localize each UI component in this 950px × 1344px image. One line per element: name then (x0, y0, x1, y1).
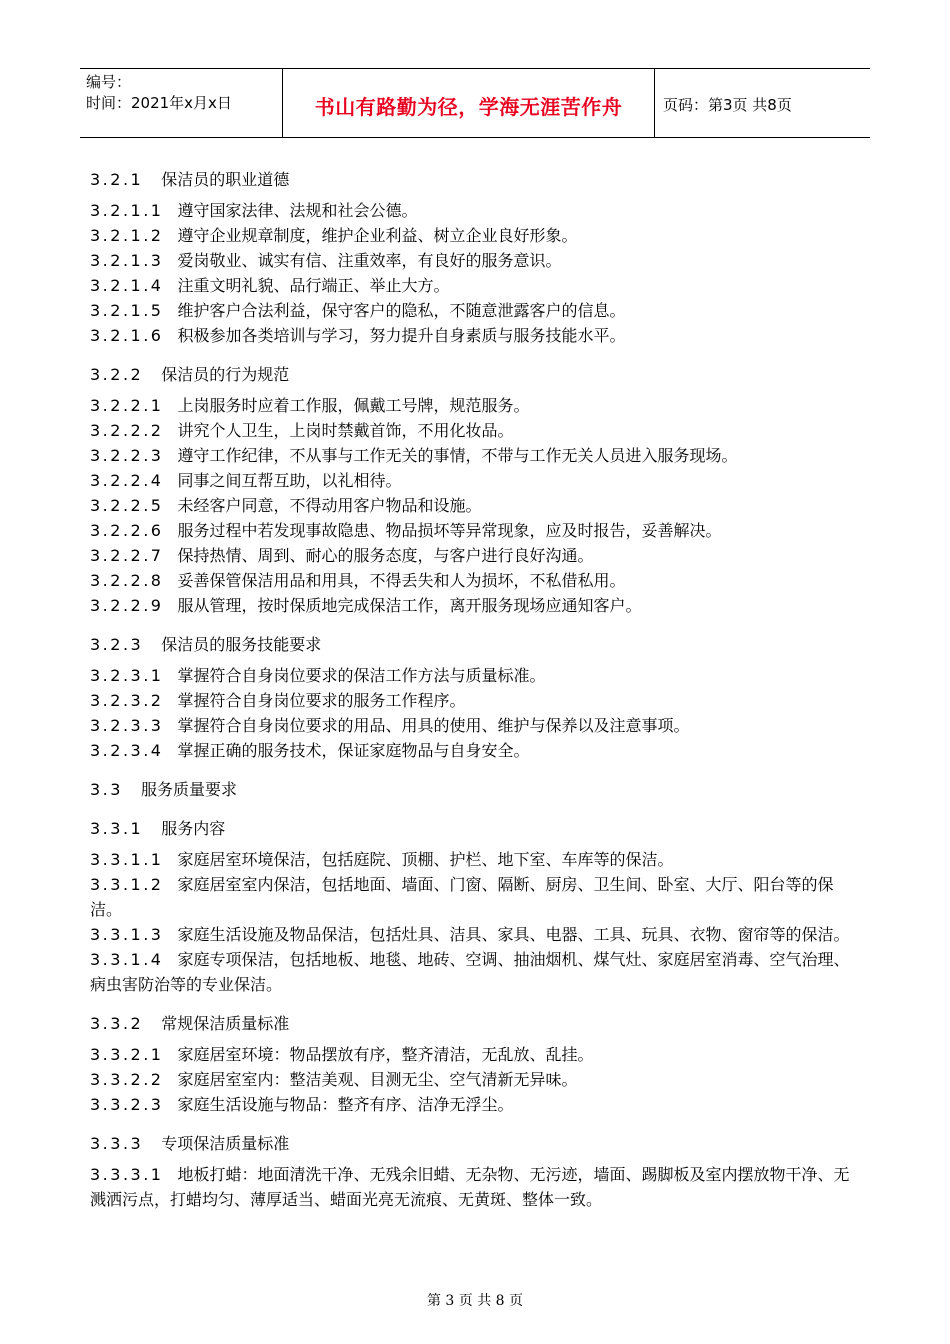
clause-text: 遵守工作纪律，不从事与工作无关的事情，不带与工作无关人员进入服务现场。 (177, 446, 738, 465)
clause-item (90, 568, 865, 593)
clause-text: 掌握正确的服务技术，保证家庭物品与自身安全。 (177, 741, 530, 760)
clause-number: 3.3.1.3 (90, 925, 164, 944)
clause-number: 3.2.3 (90, 635, 144, 654)
clause-text: 掌握符合自身岗位要求的保洁工作方法与质量标准。 (177, 666, 546, 685)
clause-text: 积极参加各类培训与学习，努力提升自身素质与服务技能水平。 (177, 326, 626, 345)
clause-number: 3.3 (90, 780, 123, 799)
clause-number: 3.2.2.4 (90, 471, 164, 490)
clause-text: 家庭生活设施及物品保洁，包括灶具、洁具、家具、电器、工具、玩具、衣物、窗帘等的保洁。 (177, 925, 850, 944)
clause-number: 3.2.1.6 (90, 326, 164, 345)
clause-number: 3.3.1.2 (90, 875, 164, 894)
clause-text: 维护客户合法利益，保守客户的隐私，不随意泄露客户的信息。 (177, 301, 626, 320)
clause-text: 注重文明礼貌、品行端正、举止大方。 (177, 276, 450, 295)
clause-item (90, 1067, 865, 1092)
clause-text: 上岗服务时应着工作服，佩戴工号牌，规范服务。 (177, 396, 530, 415)
clause-item (90, 468, 865, 493)
clause-item (90, 393, 865, 418)
section-heading (90, 167, 865, 192)
clause-item (90, 847, 865, 872)
section-heading (90, 1011, 865, 1036)
clause-item (90, 198, 865, 223)
clause-text: 妥善保管保洁用品和用具，不得丢失和人为损坏，不私借私用。 (177, 571, 626, 590)
clause-item (90, 248, 865, 273)
clause-text: 家庭居室室内：整洁美观、目测无尘、空气清新无异味。 (177, 1070, 578, 1089)
clause-number: 3.2.1.1 (90, 201, 164, 220)
clause-text: 服从管理，按时保质地完成保洁工作，离开服务现场应通知客户。 (177, 596, 642, 615)
header-motto: 书山有路勤为径，学海无涯苦作舟 (283, 69, 655, 137)
clause-number: 3.2.2.5 (90, 496, 164, 515)
page-footer: 第 3 页 共 8 页 (426, 1293, 524, 1309)
clause-number: 3.2.2.1 (90, 396, 164, 415)
clause-number: 3.3.2 (90, 1014, 144, 1033)
clause-number: 3.3.1.1 (90, 850, 164, 869)
clause-number: 3.3.2.3 (90, 1095, 164, 1114)
clause-item (90, 593, 865, 618)
clause-number: 3.2.2.6 (90, 521, 164, 540)
clause-text: 保洁员的服务技能要求 (161, 635, 322, 654)
clause-item (90, 688, 865, 713)
clause-text: 专项保洁质量标准 (161, 1134, 290, 1153)
clause-item (90, 493, 865, 518)
header-page-label: 页码：第3页 共8页 (663, 95, 792, 114)
clause-number: 3.2.1 (90, 170, 144, 189)
clause-text: 保洁员的行为规范 (161, 365, 290, 384)
clause-number: 3.3.1 (90, 819, 144, 838)
clause-number: 3.3.2.2 (90, 1070, 164, 1089)
clause-number: 3.2.3.3 (90, 716, 164, 735)
clause-text: 家庭居室环境：物品摆放有序，整齐清洁，无乱放、乱挂。 (177, 1045, 594, 1064)
header-meta (80, 69, 283, 137)
clause-number: 3.2.1.3 (90, 251, 164, 270)
clause-number: 3.2.1.4 (90, 276, 164, 295)
clause-text: 家庭生活设施与物品：整齐有序、洁净无浮尘。 (177, 1095, 514, 1114)
clause-text: 家庭专项保洁，包括地板、地毯、地砖、空调、抽油烟机、煤气灶、家庭居室消毒、空气治理、病虫害防治等的专业保洁。 (90, 950, 850, 994)
clause-text: 遵守企业规章制度，维护企业利益、树立企业良好形象。 (177, 226, 578, 245)
clause-item (90, 922, 865, 947)
clause-item (90, 223, 865, 248)
clause-number: 3.2.2.9 (90, 596, 164, 615)
clause-text: 地板打蜡：地面清洗干净、无残余旧蜡、无杂物、无污迹，墙面、踢脚板及室内摆放物干净、无溅洒污点，打蜡均匀、薄厚适当、蜡面光亮无流痕、无黄斑、整体一致。 (90, 1165, 850, 1209)
clause-number: 3.2.3.1 (90, 666, 164, 685)
clause-item (90, 1162, 865, 1212)
clause-number: 3.3.2.1 (90, 1045, 164, 1064)
clause-text: 服务质量要求 (140, 780, 237, 799)
clause-item (90, 323, 865, 348)
clause-number: 3.3.1.4 (90, 950, 164, 969)
clause-number: 3.2.2.8 (90, 571, 164, 590)
clause-text: 未经客户同意，不得动用客户物品和设施。 (177, 496, 482, 515)
clause-item (90, 947, 865, 997)
clause-text: 家庭居室环境保洁，包括庭院、顶棚、护栏、地下室、车库等的保洁。 (177, 850, 674, 869)
clause-item (90, 443, 865, 468)
document-body (90, 160, 865, 1212)
clause-number: 3.2.2.7 (90, 546, 164, 565)
section-heading (90, 362, 865, 387)
clause-text: 爱岗敬业、诚实有信、注重效率，有良好的服务意识。 (177, 251, 562, 270)
clause-item (90, 713, 865, 738)
clause-number: 3.3.3 (90, 1134, 144, 1153)
clause-text: 家庭居室室内保洁，包括地面、墙面、门窗、隔断、厨房、卫生间、卧室、大厅、阳台等的保洁。 (90, 875, 834, 919)
clause-text: 服务内容 (161, 819, 226, 838)
clause-number: 3.2.1.2 (90, 226, 164, 245)
clause-text: 掌握符合自身岗位要求的用品、用具的使用、维护与保养以及注意事项。 (177, 716, 690, 735)
clause-text: 同事之间互帮互助，以礼相待。 (177, 471, 402, 490)
clause-item (90, 298, 865, 323)
page-header (80, 68, 870, 138)
clause-item (90, 872, 865, 922)
clause-item (90, 1042, 865, 1067)
clause-number: 3.3.3.1 (90, 1165, 164, 1184)
clause-number: 3.2.2 (90, 365, 144, 384)
document-date-label: 时间：2021年x月x日 (86, 94, 232, 112)
section-heading (90, 816, 865, 841)
clause-text: 服务过程中若发现事故隐患、物品损坏等异常现象，应及时报告，妥善解决。 (177, 521, 722, 540)
clause-item (90, 418, 865, 443)
clause-item (90, 518, 865, 543)
section-heading (90, 632, 865, 657)
document-number-label: 编号： (86, 73, 132, 91)
clause-number: 3.2.3.4 (90, 741, 164, 760)
clause-item (90, 738, 865, 763)
clause-item (90, 543, 865, 568)
clause-text: 掌握符合自身岗位要求的服务工作程序。 (177, 691, 466, 710)
clause-text: 讲究个人卫生，上岗时禁戴首饰，不用化妆品。 (177, 421, 514, 440)
clause-text: 遵守国家法律、法规和社会公德。 (177, 201, 418, 220)
clause-item (90, 1092, 865, 1117)
clause-number: 3.2.2.2 (90, 421, 164, 440)
section-heading (90, 777, 865, 802)
clause-item (90, 663, 865, 688)
section-heading (90, 1131, 865, 1156)
clause-item (90, 273, 865, 298)
clause-text: 保洁员的职业道德 (161, 170, 290, 189)
clause-text: 常规保洁质量标准 (161, 1014, 290, 1033)
clause-number: 3.2.2.3 (90, 446, 164, 465)
clause-number: 3.2.3.2 (90, 691, 164, 710)
clause-text: 保持热情、周到、耐心的服务态度，与客户进行良好沟通。 (177, 546, 594, 565)
clause-number: 3.2.1.5 (90, 301, 164, 320)
